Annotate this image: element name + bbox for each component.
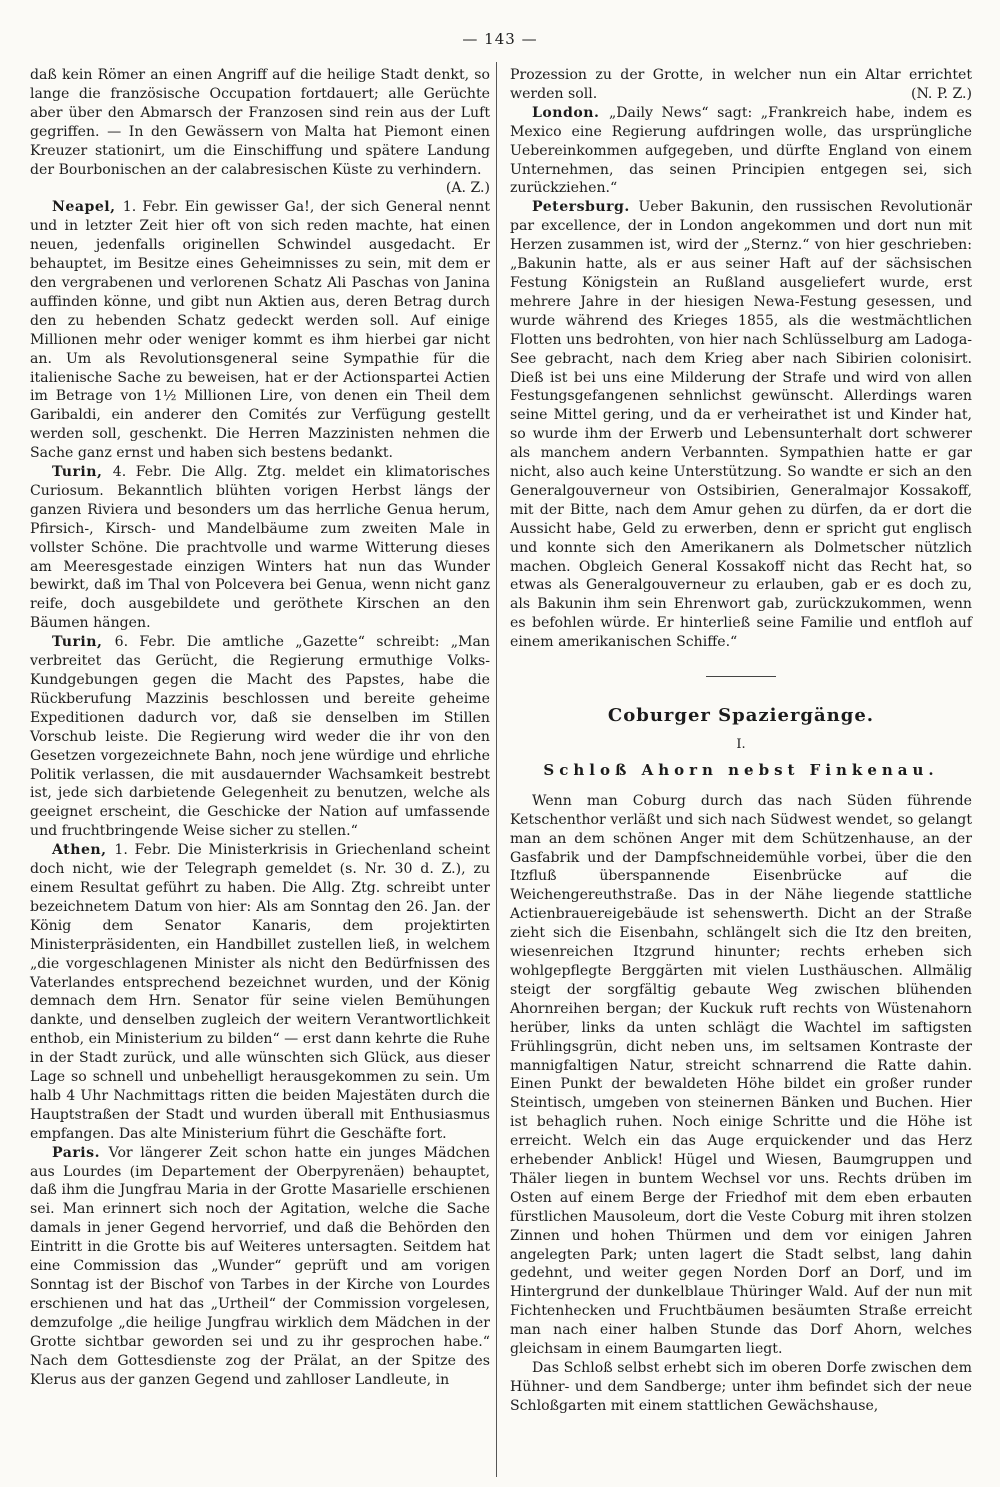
page-number: — 143 —: [462, 30, 538, 48]
feature-subtitle: Schloß Ahorn nebst Finkenau.: [543, 760, 939, 779]
left-column: [30, 66, 490, 1389]
article-text: 4. Febr. Die Allg. Ztg. meldet ein klimatorisches Curiosum. Bekanntlich blühten vorigen Herbst längs der ganzen Riviera und besonders um das herrliche Genua herum, Pfirsich-, Kirsch- und Mandelbäume zum zweiten Male in vollster Schöne. Die prachtvolle und warme Witterung dieses am Meeresgestade einzigen Winters hat nun das Wunder bewirkt, daß im Thal von Polcevera bei Genua, wenn nicht ganz reife, doch ausgebildete und geröthete Kirschen an den Bäumen hängen.: [30, 464, 491, 632]
news-article: [30, 633, 490, 841]
news-article: [510, 66, 972, 104]
news-article: [30, 1144, 490, 1390]
article-dateline: Petersburg.: [532, 199, 639, 216]
article-source: (N. P. Z.): [911, 85, 972, 102]
news-article: [510, 198, 972, 652]
article-text: Prozession zu der Grotte, in welcher nun ein Altar errichtet werden soll.: [510, 67, 972, 102]
article-text: 1. Febr. Die Ministerkrisis in Griechenland scheint doch nicht, wie der Telegraph gemeldet (s. Nr. 30 d. Z.), zu einem Resultat geführt zu haben. Die Allg. Ztg. schreibt unter bezeichnetem Datum von hier: Als am Sonntag den 26. Jan. der König dem Senator Kanaris, dem projektirten Ministerpräsidenten, ein Handbillet zustellen ließ, in welchem „die vorgeschlagenen Minister als nicht den Bedürfnissen des Vaterlandes entsprechend bezeichnet wurden, und der König demnach dem Hrn. Senator für seine vielen Bemühungen dankte, und denselben zugleich der weitern Verantwortlichkeit enthob, ein Ministerium zu bilden“ — erst dann kehrte die Ruhe in der Stadt zurück, und alle wünschten sich Glück, aus dieser Lage so schnell und unbehelligt herausgekommen zu sein. Um halb 4 Uhr Nachmittags ritten die beiden Majestäten durch die Hauptstraßen der Stadt und wurden überall mit Enthusiasmus empfangen. Das alte Ministerium führt die Geschäfte fort.: [30, 842, 490, 1142]
article-dateline: Paris.: [52, 1144, 109, 1161]
article-dateline: Turin,: [52, 464, 113, 481]
article-text: 1. Febr. Ein gewisser Ga!, der sich General nennt und in letzter Zeit hier oft von sich reden machte, hat einen neuen, jedenfalls originellen Schwindel ausgedacht. Er behauptet, im Besitze eines Geheimnisses zu sein, mit dem er den vergrabenen und verlorenen Schatz Ali Paschas von Janina auffinden könne, und gibt nun Aktien aus, deren Betrag durch den zu hebenden Schatz gedeckt werden soll. Auf einige Millionen mehr oder weniger kommt es ihm hierbei gar nicht an. Um als Revolutionsgeneral seine Sympathie für die italienische Sache zu beweisen, hat er der Actionspartei Actien im Betrage von 1½ Millionen Lire, von denen ein Theil dem Garibaldi, ein anderer den Comités zur Verfügung gestellt werden soll, geschenkt. Die Herren Mazzinisten nehmen die Sache ganz ernst und haben sich bestens bedankt.: [30, 199, 490, 462]
article-text: 6. Febr. Die amtliche „Gazette“ schreibt: „Man verbreitet das Gerücht, die Regierung ermuthige Volks-Kundgebungen gegen die Macht des Papstes, habe die Rückberufung Mazzinis beschlossen und bereite geheime Expeditionen dadurch vor, daß sie denselben im Stillen Vorschub leiste. Die Regierung wird weder die ihr von den Gesetzen vorgezeichnete Bahn, noch jene würdige und ehrliche Politik verlassen, die mit ausdauernder Wachsamkeit bestrebt ist, jede sich darbietende Gelegenheit zu benutzen, welche als geeignet erscheint, die Geschicke der Nation auf umfassende und fruchtbringende Weise sicher zu stellen.“: [30, 634, 490, 840]
right-column: [510, 66, 972, 1416]
news-article: [30, 66, 490, 198]
news-article: [30, 463, 490, 633]
article-text: Ueber Bakunin, den russischen Revolutionär par excellence, der in London angekommen und dort nun mit Herzen zusammen ist, wird der „Sternz.“ von hier geschrieben: „Bakunin hatte, als er aus seiner Haft auf der sächsischen Festung Königstein an Rußland ausgeliefert wurde, erst mehrere Jahre in der hiesigen Newa-Festung gesessen, und wurde während des Krieges 1855, als die westmächtlichen Flotten uns bedrohten, von hier nach Schlüsselburg am Ladoga-See gebracht, nach dem Krieg aber nach Sibirien colonisirt. Dieß ist bei uns eine Milderung der Strafe und wird von allen Festungsgefangenen sehnlichst gewünscht. Allerdings waren seine Mittel gering, und da er verheirathet ist und Kinder hat, so wurde ihm der Erwerb und Lebensunterhalt dort schwerer als manchem andern Verbannten. Sympathien hatte er gar nicht, also auch keine Unterstützung. So wandte er sich an den Generalgouverneur von Ostsibirien, Generalmajor Kossakoff, mit der Bitte, nach dem Amur gehen zu dürfen, da er dort die Aussicht habe, Geld zu erwerben, denn er spricht gut englisch und konnte sich den Amerikanern als Dolmetscher nützlich machen. Obgleich General Kossakoff nicht das Recht hat, so etwas als Generalgouverneur zu erlauben, gab er es doch zu, als Bakunin ihm sein Ehrenwort gab, zurückzukommen, wenn es befohlen würde. Er hinterließ seine Familie und entfloh auf einem amerikanischen Schiffe.“: [510, 199, 972, 651]
feature-paragraph: Das Schloß selbst erhebt sich im oberen Dorfe zwischen dem Hühner- und dem Sandberge; unter ihm befindet sich der neue Schloßgarten mit einem stattlichen Gewächshause,: [510, 1360, 972, 1414]
column-divider: [496, 62, 497, 1477]
article-dateline: Athen,: [52, 842, 115, 859]
news-article: [510, 104, 972, 199]
article-source: (A. Z.): [445, 180, 490, 197]
article-text: „Daily News“ sagt: „Frankreich habe, indem es Mexico eine Regierung aufdringen wolle, das ursprüngliche Uebereinkommen aufgegeben, und dürfte England von einem Unternehmen, das seinen Principien entgegen sei, sich zurückziehen.“: [510, 104, 972, 197]
feature-title: Coburger Spaziergänge.: [607, 705, 875, 727]
article-dateline: London.: [532, 104, 609, 121]
news-article: [30, 198, 490, 463]
news-article: [30, 841, 490, 1144]
article-text: Vor längerer Zeit schon hatte ein junges Mädchen aus Lourdes (im Departement der Oberpyrenäen) behauptet, daß ihm die Jungfrau Maria in der Grotte Masarielle erschienen sei. Man erinnert sich noch der Agitation, welche die Sache damals in jener Gegend hervorrief, und daß die Behörden den Eintritt in die Grotte bis auf Weiteres untersagten. Seitdem hat eine Commission das „Wunder“ geprüft und am vorigen Sonntag ist der Bischof von Tarbes in der Kirche von Lourdes erschienen und hat das „Urtheil“ der Commission vorgelesen, demzufolge „die heilige Jungfrau wirklich dem Mädchen in der Grotte sichtbar geworden sei und zu ihr gesprochen habe.“ Nach dem Gottesdienste zog der Prälat, an der Spitze des Klerus aus der ganzen Gegend und zahlloser Landleute, in: [30, 1144, 490, 1388]
article-dateline: Turin,: [52, 634, 115, 651]
section-rule: [706, 676, 776, 677]
article-dateline: Neapel,: [52, 199, 123, 216]
feature-paragraph: Wenn man Coburg durch das nach Süden führende Ketschenthor verläßt und sich nach Südwest wendet, so gelangt man an dem schönen Anger mit dem Schützenhause, an der Gasfabrik und der Dampfschneidemühle vorbei, über die den Itzfluß überspannende Eisenbrücke auf die Weichengereuthstraße. Das in der Nähe liegende stattliche Actienbrauereigebäude ist sehenswerth. Dicht an der Straße zieht sich die Eisenbahn, schlängelt sich die Itz den breiten, wiesenreichen Itzgrund hinunter; rechts erheben sich wohlgepflegte Berggärten mit vielen Lusthäuschen. Allmälig steigt der sorgfältig gebaute Weg zwischen blühenden Ahornreihen bergan; der Kuckuk ruft rechts von Wüstenahorn herüber, links da unten schlägt die Wachtel im saftigsten Frühlingsgrün, dicht neben uns, im seltsamen Kontraste der mannigfaltigen Natur, streicht schnarrend die Ratte dahin. Einen Punkt der bewaldeten Höhe bildet ein großer runder Steintisch, umgeben von steinernen Bänken und Buchen. Hier ist behaglich ruhen. Noch einige Schritte und die Höhe ist erreicht. Welch ein das Auge erquickender und das Herz erhebender Anblick! Hügel und Wiesen, Baumgruppen und Thäler liegen in buntem Wechsel vor uns. Rechts drüben im Osten auf einem Berge der Friedhof mit dem eben erbauten fürstlichen Mausoleum, dort die Veste Coburg mit ihren stolzen Zinnen und hohen Thürmen und dem vor einigen Jahren angelegten Park; unten lagert die Stadt selbst, lang dahin gedehnt, und weiter gegen Norden Dorf an Dorf, und im Hintergrund der dunkelblaue Thüringer Wald. Auf der nun mit Fichtenhecken und Fruchtbäumen besäumten Straße erreicht man nach einer halben Stunde das Dorf Ahorn, welches gleichsam in einem Baumgarten liegt.: [510, 792, 972, 1358]
feature-number: I.: [736, 737, 746, 752]
article-text: daß kein Römer an einen Angriff auf die heilige Stadt denkt, so lange die französische Occupation fortdauert; alle Gerüchte aber über den Abmarsch der Franzosen sind rein aus der Luft gegriffen. — In den Gewässern von Malta hat Piemont einen Kreuzer stationirt, um die Einschiffung und spätere Landung der Bourbonischen an der calabresischen Küste zu verhindern.: [30, 67, 490, 178]
